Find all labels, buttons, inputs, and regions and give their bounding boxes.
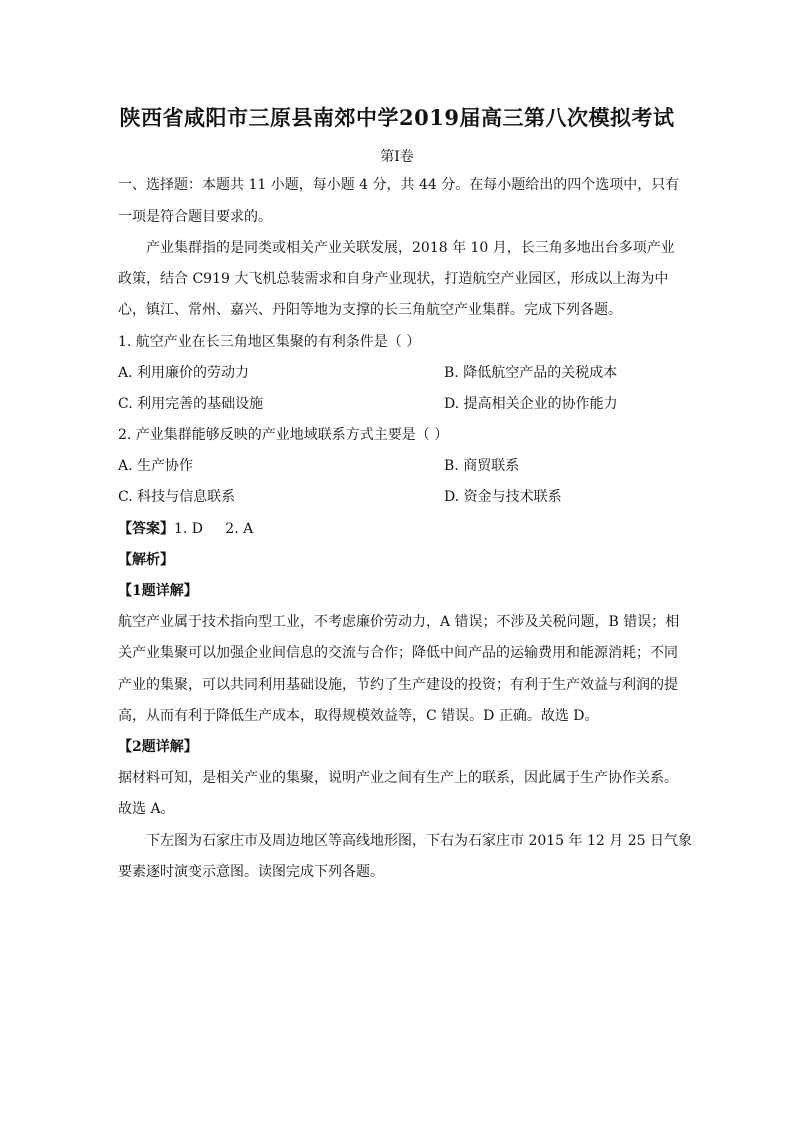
question-1-option-a: A. 利用廉价的劳动力 xyxy=(118,365,250,381)
page-title: 陕西省咸阳市三原县南郊中学2019届高三第八次模拟考试 xyxy=(119,105,675,130)
analysis-label: 【解析】 xyxy=(118,552,174,568)
question-2-stem: 2. 产业集群能够反映的产业地域联系方式主要是（ ） xyxy=(118,427,449,443)
material2-line-1: 下左图为石家庄市及周边地区等高线地形图，下右为石家庄市 2015 年 12 月 25 日气象 xyxy=(146,833,692,849)
answer-line xyxy=(118,519,678,539)
detail-1-label: 【1题详解】 xyxy=(118,583,198,599)
question-1-option-b: B. 降低航空产品的关税成本 xyxy=(444,365,618,381)
material1-line-2: 政策，结合 C919 大飞机总装需求和自身产业现状，打造航空产业园区，形成以上海为中 xyxy=(118,271,669,287)
material2-line-2: 要素逐时演变示意图。读图完成下列各题。 xyxy=(118,864,384,880)
question-1-option-d: D. 提高相关企业的协作能力 xyxy=(444,396,618,412)
answer-text: 1. D 2. A xyxy=(174,521,254,537)
material1-line-1: 产业集群指的是同类或相关产业关联发展，2018 年 10 月，长三角多地出台多项产业 xyxy=(146,240,675,256)
detail-1-line-3: 产业的集聚，可以共同利用基础设施，节约了生产建设的投资；有利于生产效益与利润的提 xyxy=(118,677,678,693)
detail-1-line-4: 高，从而有利于降低生产成本，取得规模效益等，C 错误。D 正确。故选 D。 xyxy=(118,708,599,724)
section-subtitle: 第I卷 xyxy=(380,149,414,165)
detail-1-line-1: 航空产业属于技术指向型工业，不考虑廉价劳动力，A 错误；不涉及关税问题，B 错误；相 xyxy=(118,614,680,630)
detail-2-label: 【2题详解】 xyxy=(118,739,198,755)
material1-line-3: 心，镇江、常州、嘉兴、丹阳等地为支撑的长三角航空产业集群。完成下列各题。 xyxy=(118,302,622,318)
detail-1-line-2: 关产业集聚可以加强企业间信息的交流与合作；降低中间产品的运输费用和能源消耗；不同 xyxy=(118,645,678,661)
question-2-option-a: A. 生产协作 xyxy=(118,458,194,474)
section-header-line-1: 一、选择题：本题共 11 小题，每小题 4 分，共 44 分。在每小题给出的四个选项中，只有 xyxy=(118,177,680,193)
question-2-option-d: D. 资金与技术联系 xyxy=(444,489,562,505)
question-1-option-c: C. 利用完善的基础设施 xyxy=(118,396,264,412)
section-header-line-2: 一项是符合题目要求的。 xyxy=(118,209,272,225)
detail-2-line-2: 故选 A。 xyxy=(118,801,175,817)
answer-label: 【答案】 xyxy=(118,521,174,537)
detail-2-line-1: 据材料可知，是相关产业的集聚，说明产业之间有生产上的联系，因此属于生产协作关系。 xyxy=(118,770,678,786)
question-2-option-b: B. 商贸联系 xyxy=(444,458,520,474)
question-1-stem: 1. 航空产业在长三角地区集聚的有利条件是（ ） xyxy=(118,334,421,350)
question-2-option-c: C. 科技与信息联系 xyxy=(118,489,236,505)
